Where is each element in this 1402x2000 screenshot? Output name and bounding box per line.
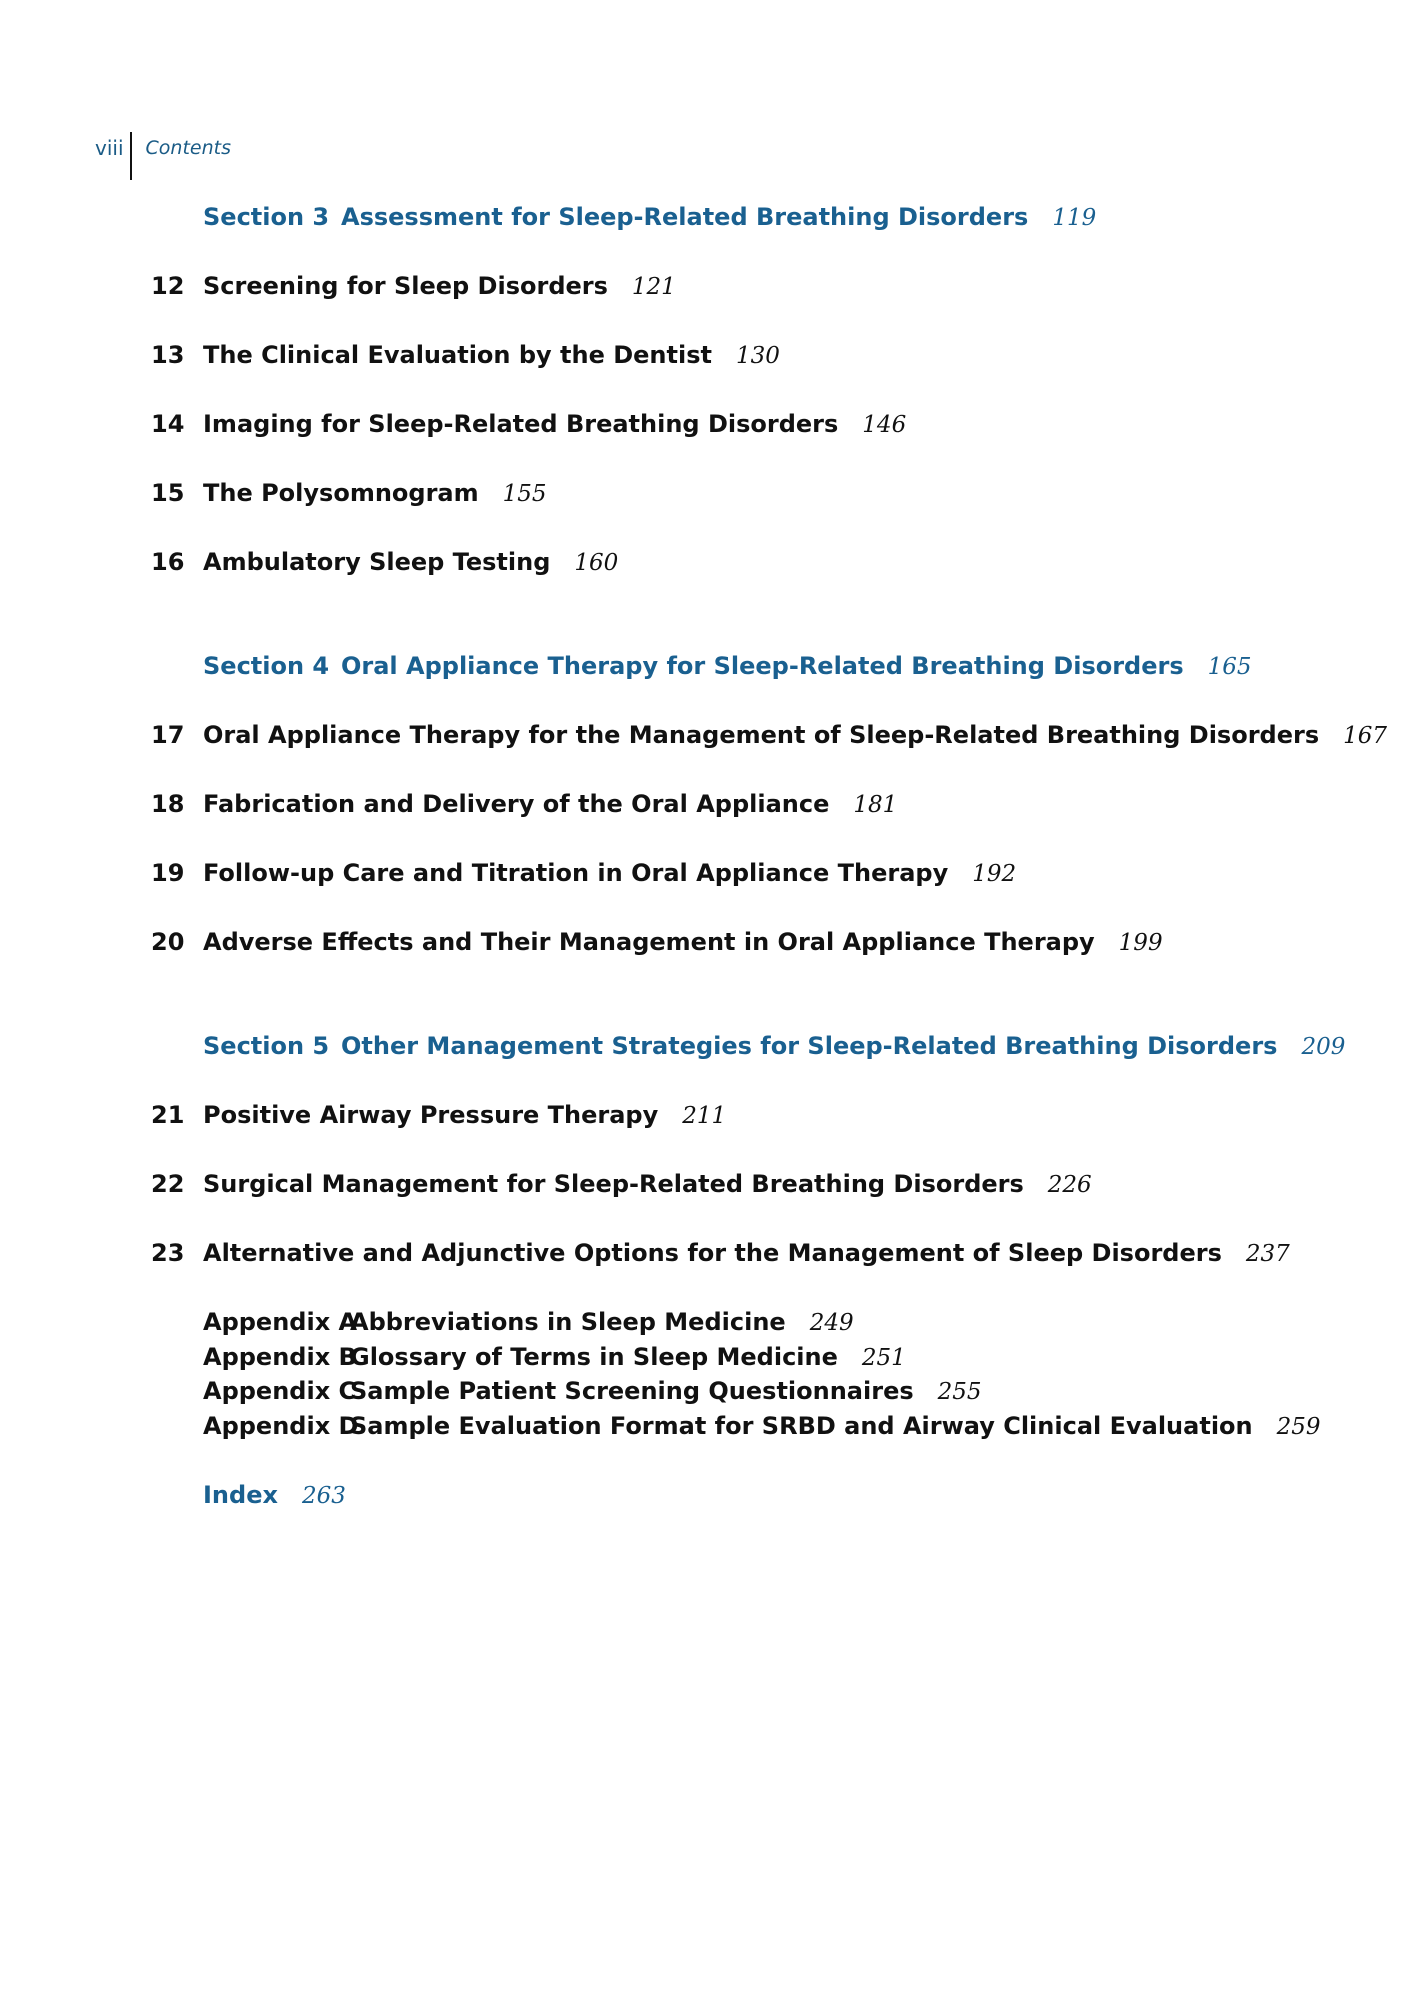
chapter-title: The Polysomnogram bbox=[203, 479, 479, 507]
page-number: 167 bbox=[1343, 723, 1388, 749]
chapter-title: Surgical Management for Sleep-Related Breathing Disorders bbox=[203, 1170, 1024, 1198]
chapter-title: Positive Airway Pressure Therapy bbox=[203, 1101, 659, 1129]
section-title: Oral Appliance Therapy for Sleep-Related Breathing Disorders bbox=[341, 652, 1184, 680]
page-number: 165 bbox=[1207, 654, 1252, 680]
header-rule bbox=[130, 132, 132, 180]
chapter-title: Fabrication and Delivery of the Oral Appliance bbox=[203, 790, 830, 818]
appendix-title: Sample Patient Screening Questionnaires bbox=[350, 1377, 914, 1405]
index-title: Index bbox=[203, 1481, 278, 1509]
page-number: 263 bbox=[301, 1483, 346, 1509]
chapter-number: 12 bbox=[151, 272, 185, 300]
chapter-title: Imaging for Sleep-Related Breathing Disorders bbox=[203, 410, 839, 438]
page-number: 237 bbox=[1245, 1241, 1290, 1267]
page-number: 249 bbox=[809, 1310, 854, 1336]
chapter-number: 22 bbox=[151, 1170, 185, 1198]
appendix-title: Glossary of Terms in Sleep Medicine bbox=[350, 1343, 838, 1371]
chapter-number: 16 bbox=[151, 548, 185, 576]
page-number: 199 bbox=[1118, 930, 1163, 956]
page-number: 121 bbox=[631, 274, 676, 300]
chapter-number: 17 bbox=[151, 721, 185, 749]
chapter-title: Follow-up Care and Titration in Oral Appliance Therapy bbox=[203, 859, 949, 887]
chapter-number: 13 bbox=[151, 341, 185, 369]
page-number: 192 bbox=[972, 861, 1017, 887]
page-number: 181 bbox=[853, 792, 898, 818]
chapter-title: Screening for Sleep Disorders bbox=[203, 272, 608, 300]
chapter-title: Adverse Effects and Their Management in Oral Appliance Therapy bbox=[203, 928, 1095, 956]
appendix-label: Appendix A bbox=[203, 1308, 358, 1336]
section-title: Assessment for Sleep-Related Breathing Disorders bbox=[341, 203, 1029, 231]
chapter-number: 20 bbox=[151, 928, 185, 956]
page-number: 155 bbox=[502, 481, 547, 507]
appendix-title: Sample Evaluation Format for SRBD and Airway Clinical Evaluation bbox=[350, 1412, 1253, 1440]
running-title: Contents bbox=[145, 137, 231, 159]
chapter-title: Alternative and Adjunctive Options for the Management of Sleep Disorders bbox=[203, 1239, 1222, 1267]
appendix-label: Appendix C bbox=[203, 1377, 357, 1405]
appendix-title: Abbreviations in Sleep Medicine bbox=[350, 1308, 786, 1336]
page-number: 259 bbox=[1276, 1414, 1321, 1440]
chapter-number: 14 bbox=[151, 410, 185, 438]
page-number: 211 bbox=[682, 1103, 727, 1129]
page-number: 119 bbox=[1052, 205, 1097, 231]
page-folio: viii bbox=[95, 136, 124, 160]
chapter-title: Ambulatory Sleep Testing bbox=[203, 548, 551, 576]
page-number: 160 bbox=[574, 550, 619, 576]
chapter-number: 21 bbox=[151, 1101, 185, 1129]
page-number: 226 bbox=[1047, 1172, 1092, 1198]
section-title: Other Management Strategies for Sleep-Related Breathing Disorders bbox=[341, 1032, 1278, 1060]
section-label: Section 3 bbox=[203, 203, 330, 231]
chapter-number: 23 bbox=[151, 1239, 185, 1267]
section-label: Section 5 bbox=[203, 1032, 330, 1060]
page-number: 251 bbox=[861, 1345, 906, 1371]
section-label: Section 4 bbox=[203, 652, 330, 680]
page-number: 146 bbox=[862, 412, 907, 438]
running-header bbox=[95, 132, 231, 182]
page-number: 130 bbox=[735, 343, 780, 369]
chapter-number: 15 bbox=[151, 479, 185, 507]
chapter-title: Oral Appliance Therapy for the Management of Sleep-Related Breathing Disorders bbox=[203, 721, 1320, 749]
chapter-number: 19 bbox=[151, 859, 185, 887]
page-number: 209 bbox=[1301, 1034, 1346, 1060]
appendix-label: Appendix D bbox=[203, 1412, 359, 1440]
chapter-title: The Clinical Evaluation by the Dentist bbox=[203, 341, 712, 369]
chapter-number: 18 bbox=[151, 790, 185, 818]
appendix-label: Appendix B bbox=[203, 1343, 357, 1371]
page-number: 255 bbox=[937, 1379, 982, 1405]
